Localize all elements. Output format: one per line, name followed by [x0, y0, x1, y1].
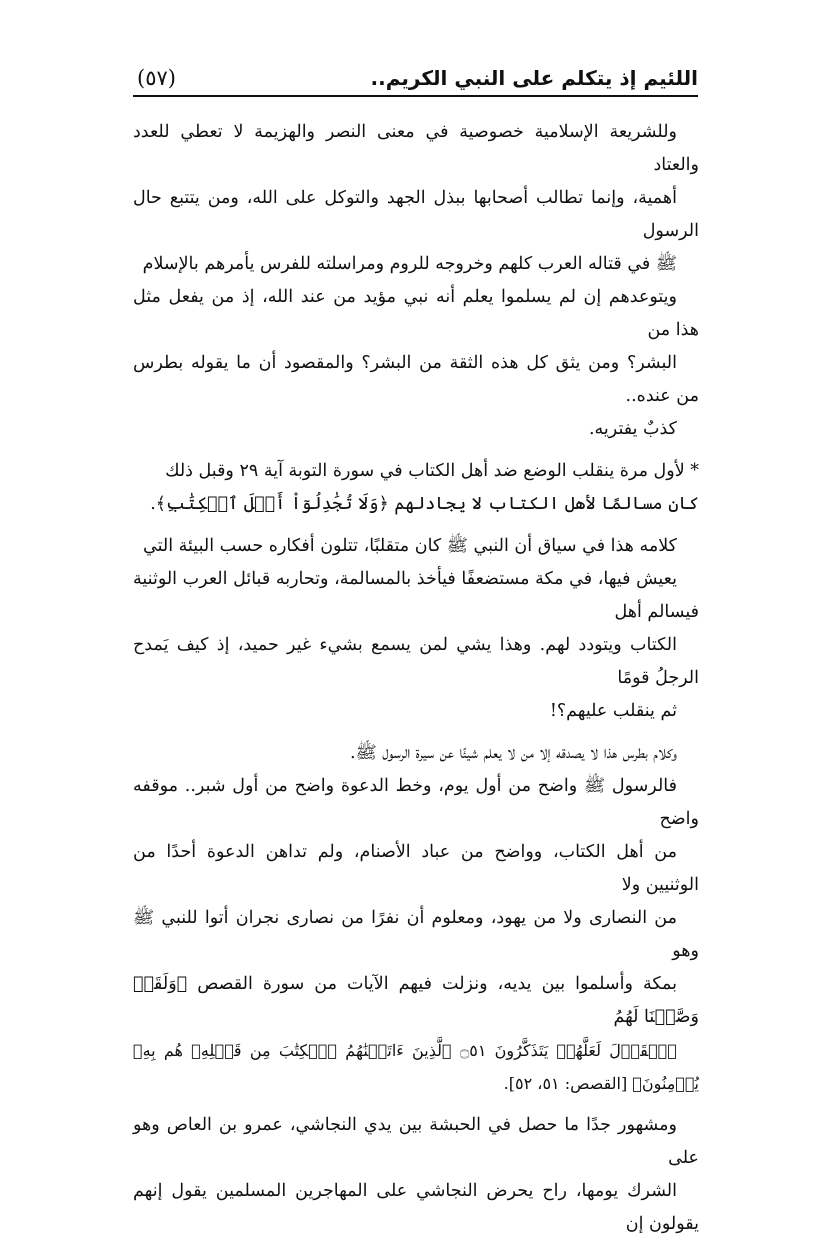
paragraph-quoted-claim	[133, 455, 699, 521]
quran-verse-line: ٱلۡقَوۡلَ لَعَلَّهُمۡ يَتَذَكَّرُونَ ۝٥١ ٱلَّذِينَ ءَاتَيۡنَٰهُمُ ٱلۡكِتَٰبَ مِن قَبۡلِهِۦ هُم بِهِۦ يُؤۡمِنُونَ﴾ [القصص: ٥١، ٥٢].	[133, 1041, 699, 1093]
text-line: ثم ينقلب عليهم؟!	[549, 701, 677, 721]
paragraph-context	[133, 530, 699, 728]
paragraph-sharia-victory	[133, 116, 699, 446]
page-header	[133, 64, 698, 98]
text-line: البشر؟ ومن يثق كل هذه الثقة من البشر؟ والمقصود أن ما يقوله بطرس من عنده..	[133, 353, 699, 406]
text-line: كذبٌ يفتريه.	[588, 419, 677, 439]
paragraph-abyssinia	[133, 1109, 699, 1241]
text-line: الشرك يومها، راح يحرض النجاشي على المهاجرين المسلمين يقول إنهم يقولون إن	[133, 1181, 699, 1234]
body-text	[133, 116, 699, 1241]
page-number: (٥٧)	[137, 66, 176, 90]
text-line: ويتوعدهم إن لم يسلموا يعلم أنه نبي مؤيد من عند الله، إذ من يفعل مثل هذا من	[133, 287, 699, 340]
text-line: ومشهور جدًا ما حصل في الحبشة بين يدي النجاشي، عمرو بن العاص وهو على	[133, 1115, 699, 1168]
text-line: كان مسالمًا لأهل الكتاب لا يجادلهم ﴿وَلَا تُجَٰدِلُوٓاْ أَهۡلَ ٱلۡكِتَٰبِ﴾.	[150, 494, 699, 514]
text-line: كلامه هذا في سياق أن النبي ﷺ كان متقلبًا، تتلون أفكاره حسب البيئة التي	[143, 536, 677, 556]
text-line: يعيش فيها، في مكة مستضعفًا فيأخذ بالمسالمة، وتحاربه قبائل العرب الوثنية فيسالم أهل	[133, 569, 699, 622]
paragraph-rebuttal	[133, 737, 699, 1100]
text-line: * لأول مرة ينقلب الوضع ضد أهل الكتاب في سورة التوبة آية ٢٩ وقبل ذلك	[165, 461, 699, 481]
text-line: وكلام بطرس هذا لا يصدقه إلا من لا يعلم شيئًا عن سيرة الرسول ﷺ.	[350, 743, 677, 763]
header-rule	[133, 95, 698, 97]
text-line: من النصارى ولا من يهود، ومعلوم أن نفرًا من نصارى نجران أتوا للنبي ﷺ وهو	[133, 908, 699, 961]
running-title: اللئيم إذ يتكلم على النبي الكريم..	[370, 66, 698, 90]
text-line: ﷺ في قتاله العرب كلهم وخروجه للروم ومراسلته للفرس يأمرهم بالإسلام	[142, 254, 677, 274]
text-line: الكتاب ويتودد لهم. وهذا يشي لمن يسمع بشيء غير حميد، إذ كيف يَمدح الرجلُ قومًا	[133, 635, 699, 688]
text-line: من أهل الكتاب، وواضح من عباد الأصنام، ولم تداهن الدعوة أحدًا من الوثنيين ولا	[133, 842, 699, 895]
text-line: بمكة وأسلموا بين يديه، ونزلت فيهم الآيات من سورة القصص ﴿وَلَقَدۡ وَصَّلۡنَا لَهُمُ	[133, 974, 699, 1027]
text-line: وللشريعة الإسلامية خصوصية في معنى النصر والهزيمة لا تعطي للعدد والعتاد	[133, 122, 699, 175]
text-line: فالرسول ﷺ واضح من أول يوم، وخط الدعوة واضح من أول شبر.. موقفه واضح	[133, 776, 699, 829]
text-line: أهمية، وإنما تطالب أصحابها ببذل الجهد والتوكل على الله، ومن يتتبع حال الرسول	[133, 188, 699, 241]
